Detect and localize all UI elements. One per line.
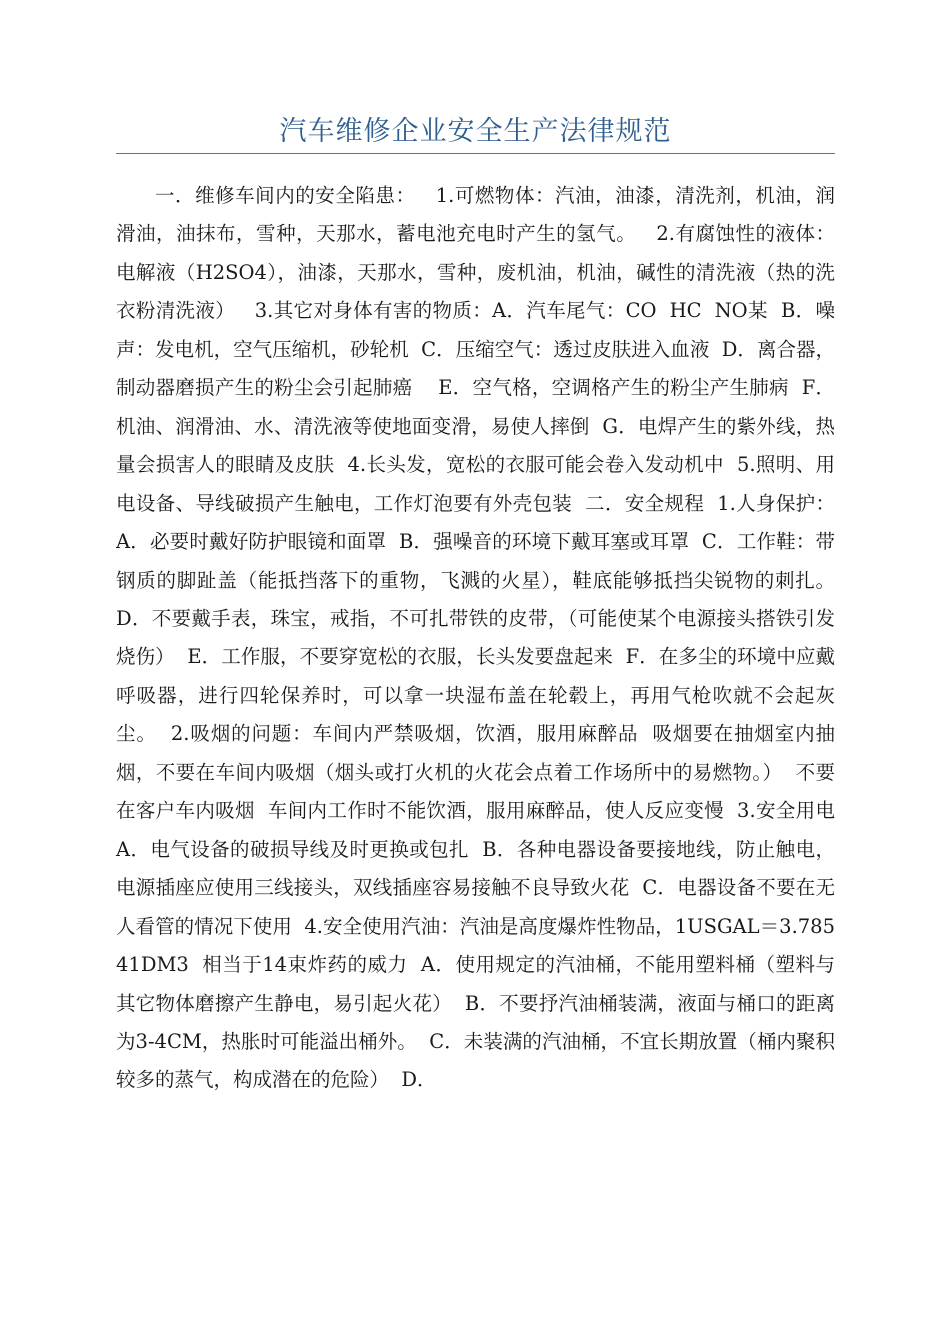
document-body: 一．维修车间内的安全陷患： 1.可燃物体：汽油，油漆，清洗剂，机油，润滑油，油抹布，雪种，天那水，蓄电池充电时产生的氢气。 2.有腐蚀性的液体：电解液（H2SO4），油漆，天那水，雪种，废机油，机油，碱性的清洗液（热的洗衣粉清洗液） 3.其它对身体有害的物质：A．汽车尾气：CO HC NO某 B．噪声：发电机，空气压缩机，砂轮机 C．压缩空气：透过皮肤进入血液 D．离合器，制动器磨损产生的粉尘会引起肺癌 E．空气格，空调格产生的粉尘产生肺病 F．机油、润滑油、水、清洗液等使地面变滑，易使人摔倒 G．电焊产生的紫外线，热量会损害人的眼睛及皮肤 4.长头发，宽松的衣服可能会卷入发动机中 5.照明、用电设备、导线破损产生触电，工作灯泡要有外壳包装 二．安全规程 1.人身保护： A．必要时戴好防护眼镜和面罩 B．强噪音的环境下戴耳塞或耳罩 C．工作鞋：带钢质的脚趾盖（能抵挡落下的重物，飞溅的火星），鞋底能够抵挡尖锐物的刺扎。 D．不要戴手表，珠宝，戒指，不可扎带铁的皮带，（可能使某个电源接头搭铁引发烧伤） E．工作服，不要穿宽松的衣服，长头发要盘起来 F．在多尘的环境中应戴呼吸器，进行四轮保养时，可以拿一块湿布盖在轮毂上，再用气枪吹就不会起灰尘。 2.吸烟的问题：车间内严禁吸烟，饮酒，服用麻醉品 吸烟要在抽烟室内抽烟，不要在车间内吸烟（烟头或打火机的火花会点着工作场所中的易燃物。） 不要在客户车内吸烟 车间内工作时不能饮酒，服用麻醉品，使人反应变慢 3.安全用电 A．电气设备的破损导线及时更换或包扎 B．各种电器设备要接地线，防止触电，电源插座应使用三线接头，双线插座容易接触不良导致火花 C．电器设备不要在无人看管的情况下使用 4.安全使用汽油：汽油是高度爆炸性物品，1USGAL＝3.78541DM3 相当于14束炸药的威力 A．使用规定的汽油桶，不能用塑料桶（塑料与其它物体磨擦产生静电，易引起火花） B．不要抒汽油桶装满，液面与桶口的距离为3-4CM，热胀时可能溢出桶外。 C．未装满的汽油桶，不宜长期放置（桶内聚积较多的蒸气，构成潜在的危险） D． — [116, 184, 854, 1092]
title-underline — [116, 153, 835, 154]
document-title: 汽车维修企业安全生产法律规范 — [279, 116, 672, 147]
